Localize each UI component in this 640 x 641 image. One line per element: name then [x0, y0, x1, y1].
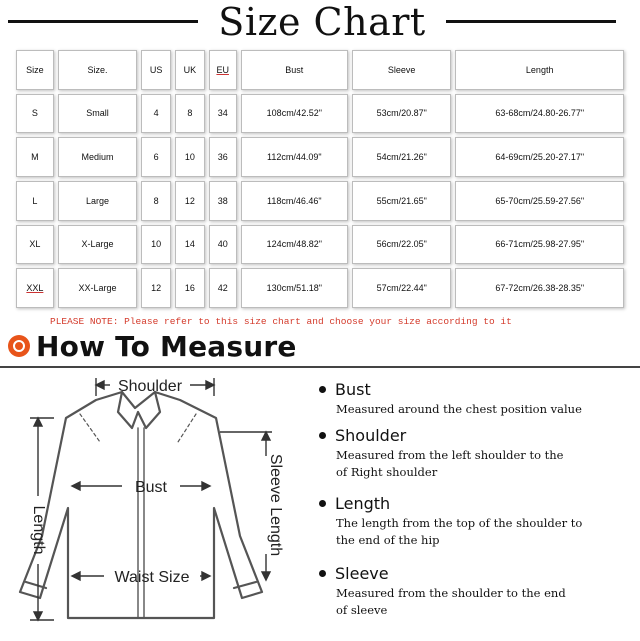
bullet-icon: [319, 570, 326, 577]
size-note: PLEASE NOTE: Please refer to this size chart and choose your size according to it: [50, 316, 512, 327]
table-header-row: [16, 50, 624, 90]
measure-desc-sleeve: Measured from the shoulder to the end of sleeve: [336, 586, 566, 617]
cell-eu: 40: [209, 225, 237, 265]
table-row: [16, 94, 624, 134]
cell-bust: 112cm/44.09": [241, 137, 348, 177]
cell-uk: 16: [175, 268, 205, 308]
label-bust: Bust: [134, 479, 168, 496]
table-row: [16, 225, 624, 265]
title-rule-left: [8, 20, 198, 23]
table-row: [16, 137, 624, 177]
list-item: [316, 426, 632, 481]
cell-bust: 124cm/48.82": [241, 225, 348, 265]
shirt-placket: [138, 428, 144, 618]
measure-title-sleeve: Sleeve: [335, 564, 389, 583]
page-title: Size Chart: [218, 0, 426, 44]
cell-uk: 14: [175, 225, 205, 265]
cell-size: S: [16, 94, 54, 134]
label-waist-size: Waist Size: [114, 569, 190, 586]
cell-size-name: X-Large: [58, 225, 137, 265]
measure-title-shoulder: Shoulder: [335, 426, 407, 445]
cell-size-name: Large: [58, 181, 137, 221]
measure-desc-length: The length from the top of the shoulder to the end of the hip: [336, 516, 583, 547]
cell-sleeve: 54cm/21.26": [352, 137, 451, 177]
shirt-collar: [118, 392, 160, 428]
cell-us: 6: [141, 137, 171, 177]
cell-uk: 10: [175, 137, 205, 177]
cell-eu: 42: [209, 268, 237, 308]
cell-length: 65-70cm/25.59-27.56": [455, 181, 624, 221]
cell-size-name: XX-Large: [58, 268, 137, 308]
cell-eu: 36: [209, 137, 237, 177]
label-sleeve-length: Sleeve Length: [267, 453, 284, 557]
size-table: [12, 46, 628, 312]
table-row: [16, 268, 624, 308]
list-item: [316, 380, 632, 418]
cell-length: 67-72cm/26.38-28.35": [455, 268, 624, 308]
list-item: [316, 494, 632, 549]
cell-size: XXL: [16, 268, 54, 308]
cell-us: 8: [141, 181, 171, 221]
size-chart-header: [0, 0, 640, 44]
ring-icon: [8, 335, 30, 357]
cell-us: 12: [141, 268, 171, 308]
header-uk: UK: [175, 50, 205, 90]
cell-size: M: [16, 137, 54, 177]
header-size: Size: [16, 50, 54, 90]
label-shoulder: Shoulder: [117, 378, 183, 395]
measure-desc-bust: Measured around the chest position value: [336, 402, 582, 416]
cell-eu: 38: [209, 181, 237, 221]
cell-uk: 12: [175, 181, 205, 221]
cell-sleeve: 56cm/22.05": [352, 225, 451, 265]
cell-size: L: [16, 181, 54, 221]
cell-size: XL: [16, 225, 54, 265]
cell-bust: 118cm/46.46": [241, 181, 348, 221]
measure-title-length: Length: [335, 494, 391, 513]
cell-size-name: Small: [58, 94, 137, 134]
cell-bust: 130cm/51.18": [241, 268, 348, 308]
header-size-name: Size.: [58, 50, 137, 90]
bullet-icon: [319, 386, 326, 393]
header-sleeve: Sleeve: [352, 50, 451, 90]
header-bust: Bust: [241, 50, 348, 90]
cell-length: 63-68cm/24.80-26.77": [455, 94, 624, 134]
label-length: Length: [30, 505, 47, 555]
cell-sleeve: 57cm/22.44": [352, 268, 451, 308]
header-us: US: [141, 50, 171, 90]
cell-sleeve: 53cm/20.87": [352, 94, 451, 134]
table-row: [16, 181, 624, 221]
cell-us: 4: [141, 94, 171, 134]
how-to-measure-heading: [8, 328, 297, 364]
list-item: [316, 564, 632, 619]
measure-title-bust: Bust: [335, 380, 371, 399]
cell-eu: 34: [209, 94, 237, 134]
header-eu: EU: [209, 50, 237, 90]
cell-length: 64-69cm/25.20-27.17": [455, 137, 624, 177]
bullet-icon: [319, 500, 326, 507]
bullet-icon: [319, 432, 326, 439]
cell-sleeve: 55cm/21.65": [352, 181, 451, 221]
title-rule-right: [446, 20, 616, 23]
how-to-measure-title: How To Measure: [36, 329, 297, 363]
cell-bust: 108cm/42.52": [241, 94, 348, 134]
cell-us: 10: [141, 225, 171, 265]
cell-length: 66-71cm/25.98-27.95": [455, 225, 624, 265]
cell-size-name: Medium: [58, 137, 137, 177]
measurement-diagram: [10, 368, 300, 636]
measure-desc-shoulder: Measured from the left shoulder to the of Right shoulder: [336, 448, 564, 479]
header-length: Length: [455, 50, 624, 90]
cell-uk: 8: [175, 94, 205, 134]
